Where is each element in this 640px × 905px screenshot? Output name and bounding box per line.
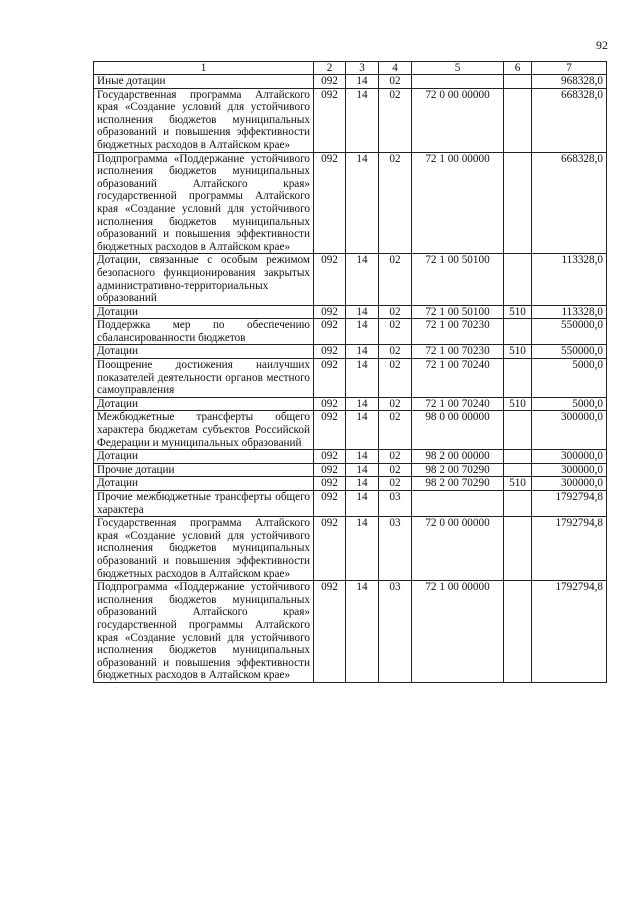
target-code-cell: 72 1 00 70230: [412, 319, 504, 345]
amount-cell: 550000,0: [532, 319, 607, 345]
name-cell: Поддержка мер по обеспечению сбалансированности бюджетов: [94, 319, 314, 345]
code-cell: 092: [314, 319, 346, 345]
header-cell: 3: [346, 62, 379, 75]
section-cell: 14: [346, 305, 379, 319]
table-row: [94, 581, 607, 683]
amount-cell: 300000,0: [532, 450, 607, 464]
code-cell: 092: [314, 345, 346, 359]
target-code-cell: 72 1 00 50100: [412, 254, 504, 305]
amount-cell: 113328,0: [532, 305, 607, 319]
code-cell: 092: [314, 517, 346, 581]
subsection-cell: 02: [379, 477, 412, 491]
header-cell: 2: [314, 62, 346, 75]
type-code-cell: [504, 463, 532, 477]
header-cell: 7: [532, 62, 607, 75]
target-code-cell: 72 1 00 70240: [412, 359, 504, 398]
table-row: [94, 411, 607, 450]
header-cell: 1: [94, 62, 314, 75]
code-cell: 092: [314, 477, 346, 491]
subsection-cell: 02: [379, 450, 412, 464]
table-row: [94, 491, 607, 517]
table-row: [94, 477, 607, 491]
amount-cell: 300000,0: [532, 411, 607, 450]
type-code-cell: [504, 152, 532, 254]
table-row: [94, 345, 607, 359]
amount-cell: 1792794,8: [532, 517, 607, 581]
type-code-cell: [504, 411, 532, 450]
type-code-cell: [504, 319, 532, 345]
type-code-cell: [504, 75, 532, 89]
name-cell: Дотации, связанные с особым режимом безопасного функционирования закрытых административно-территориальных образований: [94, 254, 314, 305]
name-cell: Дотации: [94, 345, 314, 359]
target-code-cell: 72 1 00 00000: [412, 581, 504, 683]
code-cell: 092: [314, 581, 346, 683]
section-cell: 14: [346, 152, 379, 254]
header-cell: 6: [504, 62, 532, 75]
amount-cell: 668328,0: [532, 88, 607, 152]
amount-cell: 5000,0: [532, 397, 607, 411]
type-code-cell: 510: [504, 397, 532, 411]
section-cell: 14: [346, 491, 379, 517]
table-row: [94, 319, 607, 345]
section-cell: 14: [346, 254, 379, 305]
target-code-cell: 98 2 00 70290: [412, 463, 504, 477]
amount-cell: 550000,0: [532, 345, 607, 359]
name-cell: Подпрограмма «Поддержание устойчивого исполнения бюджетов муниципальных образований Алтайского края» государственной программы Алтайского края «Создание условий для устойчивого исполнения бюджетов муниципальных образований и повышения эффективности бюджетных расходов в Алтайском крае»: [94, 152, 314, 254]
name-cell: Подпрограмма «Поддержание устойчивого исполнения бюджетов муниципальных образований Алтайского края» государственной программы Алтайского края «Создание условий для устойчивого исполнения бюджетов муниципальных образований и повышения эффективности бюджетных расходов в Алтайском крае»: [94, 581, 314, 683]
header-cell: 5: [412, 62, 504, 75]
code-cell: 092: [314, 450, 346, 464]
section-cell: 14: [346, 397, 379, 411]
table-row: [94, 397, 607, 411]
section-cell: 14: [346, 345, 379, 359]
name-cell: Прочие дотации: [94, 463, 314, 477]
amount-cell: 1792794,8: [532, 491, 607, 517]
target-code-cell: 98 0 00 00000: [412, 411, 504, 450]
type-code-cell: [504, 450, 532, 464]
amount-cell: 668328,0: [532, 152, 607, 254]
table-row: [94, 88, 607, 152]
name-cell: Иные дотации: [94, 75, 314, 89]
table-row: [94, 75, 607, 89]
name-cell: Дотации: [94, 477, 314, 491]
subsection-cell: 02: [379, 319, 412, 345]
subsection-cell: 02: [379, 411, 412, 450]
header-cell: 4: [379, 62, 412, 75]
type-code-cell: [504, 517, 532, 581]
subsection-cell: 02: [379, 254, 412, 305]
subsection-cell: 02: [379, 345, 412, 359]
code-cell: 092: [314, 88, 346, 152]
section-cell: 14: [346, 359, 379, 398]
type-code-cell: [504, 359, 532, 398]
section-cell: 14: [346, 411, 379, 450]
code-cell: 092: [314, 359, 346, 398]
code-cell: 092: [314, 463, 346, 477]
code-cell: 092: [314, 75, 346, 89]
section-cell: 14: [346, 581, 379, 683]
name-cell: Дотации: [94, 450, 314, 464]
subsection-cell: 02: [379, 463, 412, 477]
target-code-cell: 72 1 00 70240: [412, 397, 504, 411]
type-code-cell: 510: [504, 477, 532, 491]
type-code-cell: 510: [504, 345, 532, 359]
amount-cell: 1792794,8: [532, 581, 607, 683]
subsection-cell: 02: [379, 152, 412, 254]
subsection-cell: 02: [379, 305, 412, 319]
table-row: [94, 463, 607, 477]
subsection-cell: 02: [379, 397, 412, 411]
target-code-cell: 72 1 00 00000: [412, 152, 504, 254]
amount-cell: 113328,0: [532, 254, 607, 305]
amount-cell: 968328,0: [532, 75, 607, 89]
target-code-cell: 98 2 00 00000: [412, 450, 504, 464]
section-cell: 14: [346, 75, 379, 89]
target-code-cell: 72 1 00 70230: [412, 345, 504, 359]
type-code-cell: [504, 254, 532, 305]
subsection-cell: 03: [379, 581, 412, 683]
code-cell: 092: [314, 152, 346, 254]
name-cell: Прочие межбюджетные трансферты общего характера: [94, 491, 314, 517]
code-cell: 092: [314, 305, 346, 319]
header-row: [94, 62, 607, 75]
page-number: 92: [596, 38, 608, 52]
target-code-cell: 98 2 00 70290: [412, 477, 504, 491]
table-row: [94, 254, 607, 305]
type-code-cell: [504, 491, 532, 517]
target-code-cell: [412, 75, 504, 89]
subsection-cell: 02: [379, 88, 412, 152]
amount-cell: 300000,0: [532, 463, 607, 477]
target-code-cell: 72 0 00 00000: [412, 517, 504, 581]
target-code-cell: 72 1 00 50100: [412, 305, 504, 319]
amount-cell: 300000,0: [532, 477, 607, 491]
type-code-cell: [504, 88, 532, 152]
subsection-cell: 03: [379, 491, 412, 517]
name-cell: Межбюджетные трансферты общего характера бюджетам субъектов Российской Федерации и муниципальных образований: [94, 411, 314, 450]
table-row: [94, 517, 607, 581]
section-cell: 14: [346, 477, 379, 491]
name-cell: Дотации: [94, 397, 314, 411]
subsection-cell: 02: [379, 359, 412, 398]
section-cell: 14: [346, 463, 379, 477]
table-row: [94, 305, 607, 319]
code-cell: 092: [314, 254, 346, 305]
table-row: [94, 359, 607, 398]
name-cell: Государственная программа Алтайского края «Создание условий для устойчивого исполнения бюджетов муниципальных образований и повышения эффективности бюджетных расходов в Алтайском крае»: [94, 88, 314, 152]
code-cell: 092: [314, 397, 346, 411]
type-code-cell: [504, 581, 532, 683]
name-cell: Поощрение достижения наилучших показателей деятельности органов местного самоуправления: [94, 359, 314, 398]
subsection-cell: 03: [379, 517, 412, 581]
amount-cell: 5000,0: [532, 359, 607, 398]
section-cell: 14: [346, 517, 379, 581]
section-cell: 14: [346, 450, 379, 464]
section-cell: 14: [346, 319, 379, 345]
section-cell: 14: [346, 88, 379, 152]
table-row: [94, 152, 607, 254]
code-cell: 092: [314, 491, 346, 517]
target-code-cell: 72 0 00 00000: [412, 88, 504, 152]
name-cell: Дотации: [94, 305, 314, 319]
code-cell: 092: [314, 411, 346, 450]
table-row: [94, 450, 607, 464]
subsection-cell: 02: [379, 75, 412, 89]
name-cell: Государственная программа Алтайского края «Создание условий для устойчивого исполнения бюджетов муниципальных образований и повышения эффективности бюджетных расходов в Алтайском крае»: [94, 517, 314, 581]
budget-table: [93, 61, 607, 683]
type-code-cell: 510: [504, 305, 532, 319]
target-code-cell: [412, 491, 504, 517]
